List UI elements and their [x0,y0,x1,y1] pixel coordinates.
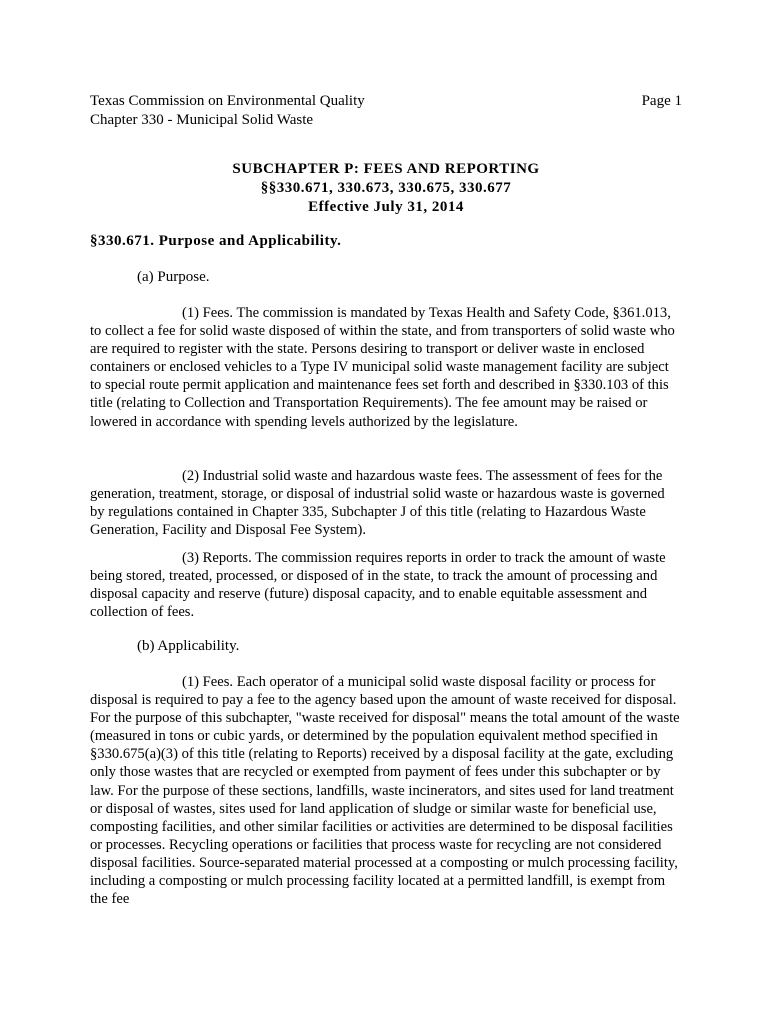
paragraph-text: (1) Fees. The commission is mandated by Texas Health and Safety Code, §361.013, to collect a fee for solid waste disposed of within the state, and from transporters of solid waste who are required to register with the state. Persons desiring to transport or deliver waste in enclosed containers or enclosed vehicles to a Type IV municipal solid waste management facility are subject to special route permit application and maintenance fees set forth and described in §330.103 of this title (relating to Collection and Transportation Requirements). The fee amount may be raised or lowered in accordance with spending levels authorized by the legislature. [90,305,675,430]
paragraph-text: (1) Fees. Each operator of a municipal solid waste disposal facility or process for disposal is required to pay a fee to the agency based upon the amount of waste received for disposal. For the purpose of this subchapter, "waste received for disposal" means the total amount of the waste (measured in tons or cubic yards, or determined by the population equivalent method specified in §330.675(a)(3) of this title (relating to Reports) received by a disposal facility at the gate, excluding only those wastes that are recycled or exempted from payment of fees under this subchapter or by law. For the purpose of these sections, landfills, waste incinerators, and sites used for land treatment or disposal of wastes, sites used for land application of sludge or similar waste for beneficial use, composting facilities, and other similar facilities or activities are determined to be disposal facilities or processes. Recycling operations or facilities that process waste for recycling are not considered disposal facilities. Source-separated material processed at a composting or mulch processing facility, including a composting or mulch processing facility located at a permitted landfill, is exempt from the fee [90,674,680,908]
effective-date: Effective July 31, 2014 [308,199,464,215]
paragraph-text: (2) Industrial solid waste and hazardous waste fees. The assessment of fees for the generation, treatment, storage, or disposal of industrial solid waste or hazardous waste is governed by regulations contained in Chapter 335, Subchapter J of this title (relating to Hazardous Waste Generation, Facility and Disposal Fee System). [90,468,665,539]
subchapter-title-block [90,160,682,217]
paragraph-text: (3) Reports. The commission requires reports in order to track the amount of waste being stored, treated, processed, or disposed of in the state, to track the amount of processing and disposal capacity and reserve (future) disposal capacity, and to enable equitable assessment and collection of fees. [90,550,666,621]
purpose-paragraph-1 [90,304,682,431]
subchapter-title: SUBCHAPTER P: FEES AND REPORTING [232,161,540,177]
purpose-paragraph-2 [90,467,682,539]
chapter-title: Chapter 330 - Municipal Solid Waste [90,112,314,128]
applicability-heading: (b) Applicability. [137,638,240,654]
section-list: §§330.671, 330.673, 330.675, 330.677 [260,180,512,196]
purpose-paragraph-3 [90,549,682,621]
purpose-heading: (a) Purpose. [137,269,210,285]
section-heading: §330.671. Purpose and Applicability. [90,233,342,249]
applicability-paragraph-1 [90,673,682,908]
page-number: Page 1 [641,93,682,109]
page-header [90,92,682,130]
agency-name: Texas Commission on Environmental Quality [90,93,365,109]
